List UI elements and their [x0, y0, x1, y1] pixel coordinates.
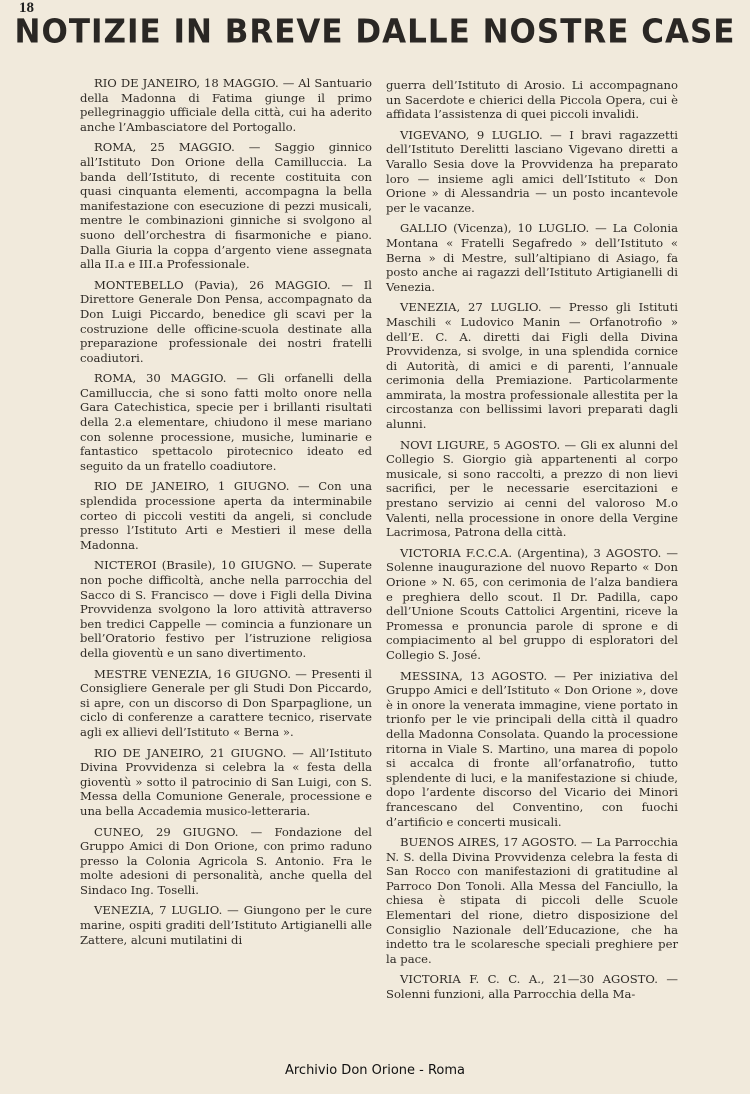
news-item: MESSINA, 13 AGOSTO. — Per iniziativa del Gruppo Amici e dell’Istituto « Don Orione », dove è in onore la venerata immagine, viene portato in trionfo per le vie principali della città il quadro della Madonna Consolata. Quando la processione ritorna in Viale S. Martino, una marea di popolo si accalca di fronte all’orfanatrofio, tutto splendente di luci, e la manifestazione si chiude, dopo l’ardente discorso del Vicario dei Minori francescano del Conventino, con fuochi d’artificio e concerti musicali. [386, 668, 678, 829]
news-item: VICTORIA F.C.C.A. (Argentina), 3 AGOSTO. — Solenne inaugurazione del nuovo Reparto « Don Orione » N. 65, con cerimonia de l’alza bandiera e preghiera dello scout. Il Dr. Padilla, capo dell’Unione Scouts Cattolici Argentini, riceve la Promessa e pronuncia parole di sprone e di compiacimento al bel gruppo di esploratori del Collegio S. José. [386, 545, 678, 662]
right-column [386, 78, 678, 1008]
news-item: NICTEROI (Brasile), 10 GIUGNO. — Superate non poche difficoltà, anche nella parrocchia del Sacco di S. Francisco — dove i Figli della Divina Provvidenza svolgono la loro attività attraverso ben tredici Cappelle — comincia a funzionare un bell’Oratorio festivo per l’istruzione religiosa della gioventù e un sano divertimento. [80, 558, 372, 660]
news-item: MONTEBELLO (Pavia), 26 MAGGIO. — Il Direttore Generale Don Pensa, accompagnato da Don Luigi Piccardo, benedice gli scavi per la costruzione delle officine-scuola destinate alla preparazione professionale dei nostri fratelli coadiutori. [80, 277, 372, 365]
news-item: VIGEVANO, 9 LUGLIO. — I bravi ragazzetti dell’Istituto Derelitti lasciano Vigevano diretti a Varallo Sesia dove la Provvidenza ha preparato loro — insieme agli amici dell’Istituto « Don Orione » di Alessandria — un posto incantevole per le vacanze. [386, 127, 678, 215]
news-item: VICTORIA F. C. C. A., 21—30 AGOSTO. — Solenni funzioni, alla Parrocchia della Ma- [386, 972, 678, 1002]
page-number: 18 [19, 0, 34, 16]
news-item: BUENOS AIRES, 17 AGOSTO. — La Parrocchia N. S. della Divina Provvidenza celebra la festa di San Rocco con manifestazioni di gratitudine al Parroco Don Tonoli. Alla Messa del Fanciullo, la chiesa è stipata di piccoli delle Scuole Elementari del rione, dietro disposizione del Consiglio Nazionale dell’Educazione, che ha indetto tra le scolaresche speciali preghiere per la pace. [386, 835, 678, 966]
left-column [80, 76, 372, 953]
news-item: RIO DE JANEIRO, 18 MAGGIO. — Al Santuario della Madonna di Fatima giunge il primo pellegrinaggio ufficiale della città, cui ha aderito anche l’Ambasciatore del Portogallo. [80, 76, 372, 134]
news-item: NOVI LIGURE, 5 AGOSTO. — Gli ex alunni del Collegio S. Giorgio già appartenenti al corpo musicale, si sono raccolti, a prezzo di non lievi sacrifici, per le necessarie esercitazioni e prestano servizio ai cenni del valoroso M.o Valenti, nella processione in onore della Vergine Lacrimosa, Patrona della città. [386, 437, 678, 540]
news-item: ROMA, 30 MAGGIO. — Gli orfanelli della Camilluccia, che si sono fatti molto onore nella Gara Catechistica, specie per i brillanti risultati della 2.a elementare, chiudono il mese mariano con solenne processione, musiche, luminarie e fantastico spettacolo pirotecnico ideato ed seguito da un fratello coadiutore. [80, 371, 372, 473]
news-item: RIO DE JANEIRO, 21 GIUGNO. — All’Istituto Divina Provvidenza si celebra la « festa della gioventù » sotto il patrocinio di San Luigi, con S. Messa della Comunione Generale, processione e una bella Accademia musico-letteraria. [80, 745, 372, 818]
news-item: VENEZIA, 7 LUGLIO. — Giungono per le cure marine, ospiti graditi dell’Istituto Artigianelli alle Zattere, alcuni mutilatini di [80, 903, 372, 947]
news-item: CUNEO, 29 GIUGNO. — Fondazione del Gruppo Amici di Don Orione, con primo raduno presso la Colonia Agricola S. Antonio. Fra le molte adesioni di personalità, anche quella del Sindaco Ing. Toselli. [80, 824, 372, 897]
news-item: guerra dell’Istituto di Arosio. Li accompagnano un Sacerdote e chierici della Piccola Opera, cui è affidata l’assistenza di quei piccoli invalidi. [386, 78, 678, 122]
news-item: VENEZIA, 27 LUGLIO. — Presso gli Istituti Maschili « Ludovico Manin — Orfanotrofio » dell’E. C. A. diretti dai Figli della Divina Provvidenza, si svolge, in una splendida cornice di Autorità, di amici e di parenti, l’annuale cerimonia della Premiazione. Particolarmente ammirata, la mostra professionale allestita per la circostanza con bellissimi lavori preparati dagli alunni. [386, 300, 678, 432]
news-item: MESTRE VENEZIA, 16 GIUGNO. — Presenti il Consigliere Generale per gli Studi Don Piccardo, si apre, con un discorso di Don Sparpaglione, un ciclo di conferenze a carattere tecnico, riservate agli ex allievi dell’Istituto « Berna ». [80, 666, 372, 739]
archive-footer: Archivio Don Orione - Roma [284, 1063, 466, 1078]
news-item: RIO DE JANEIRO, 1 GIUGNO. — Con una splendida processione aperta da interminabile corteo di piccoli vestiti da angeli, si conclude presso l’Istituto Arti e Mestieri il mese della Madonna. [80, 479, 372, 552]
news-item: ROMA, 25 MAGGIO. — Saggio ginnico all’Istituto Don Orione della Camilluccia. La banda dell’Istituto, di recente costituita con quasi cinquanta elementi, accompagna la bella manifestazione con esecuzione di pezzi musicali, mentre le combinazioni ginniche si svolgono al suono dell’orchestra di fisarmoniche e piano. Dalla Giuria la coppa d’argento viene assegnata alla II.a e III.a Professionale. [80, 140, 372, 272]
news-item: GALLIO (Vicenza), 10 LUGLIO. — La Colonia Montana « Fratelli Segafredo » dell’Istituto « Berna » di Mestre, sull’altipiano di Asiago, fa posto anche ai ragazzi dell’Istituto Artigianelli di Venezia. [386, 221, 678, 294]
page-title: NOTIZIE IN BREVE DALLE NOSTRE CASE [14, 13, 736, 51]
